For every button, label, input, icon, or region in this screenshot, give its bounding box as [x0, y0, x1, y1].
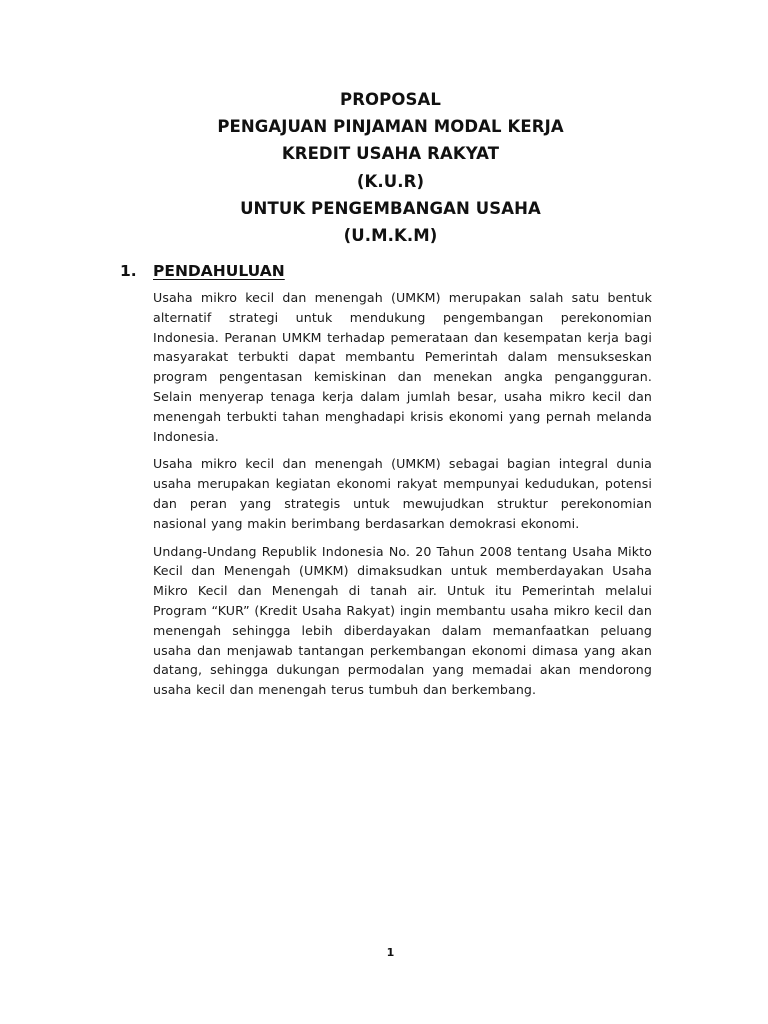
- section-heading: [120, 259, 285, 283]
- paragraph-legal-basis: Undang-Undang Republik Indonesia No. 20 Tahun 2008 tentang Usaha Mikto Kecil dan Menengah (UMKM) dimaksudkan untuk memberdayakan Usaha Mikro Kecil dan Menengah di tanah air. Untuk itu Pemerintah melalui Program “KUR” (Kredit Usaha Rakyat) ingin membantu usaha mikro kecil dan menengah sehingga lebih diberdayakan dalam memanfaatkan peluang usaha dan menjawab tantangan perkembangan ekonomi dimasa yang akan datang, sehingga dukungan permodalan yang memadai akan mendorong usaha kecil dan menengah terus tumbuh dan berkembang.: [153, 543, 652, 698]
- title-line-purpose: UNTUK PENGEMBANGAN USAHA: [240, 198, 541, 218]
- paragraph-umkm-role: Usaha mikro kecil dan menengah (UMKM) sebagai bagian integral dunia usaha merupakan kegiatan ekonomi rakyat mempunyai kedudukan, potensi dan peran yang strategis untuk mewujudkan struktur perekonomian nasional yang makin berimbang berdasarkan demokrasi ekonomi.: [153, 456, 652, 531]
- page-number: 1: [386, 946, 395, 959]
- paragraph-umkm-intro: Usaha mikro kecil dan menengah (UMKM) merupakan salah satu bentuk alternatif strategi untuk mendukung pengembangan perekonomian Indonesia. Peranan UMKM terhadap pemerataan dan kesempatan kerja bagi masyarakat terbukti dapat membantu Pemerintah dalam mensukseskan program pengentasan kemiskinan dan menekan angka pengangguran. Selain menyerap tenaga kerja dalam jumlah besar, usaha mikro kecil dan menengah terbukti tahan menghadapi krisis ekonomi yang pernah melanda Indonesia.: [153, 290, 652, 444]
- title-line-subject: PENGAJUAN PINJAMAN MODAL KERJA: [217, 117, 564, 137]
- document-title: [0, 86, 768, 249]
- title-line-program: KREDIT USAHA RAKYAT: [281, 144, 500, 164]
- title-line-program-abbr: (K.U.R): [356, 171, 425, 191]
- section-title: PENDAHULUAN: [153, 262, 285, 280]
- title-line-proposal: PROPOSAL: [340, 90, 441, 109]
- section-number: 1.: [120, 262, 137, 280]
- title-line-purpose-abbr: (U.M.K.M): [343, 226, 438, 246]
- section-body: [153, 288, 652, 708]
